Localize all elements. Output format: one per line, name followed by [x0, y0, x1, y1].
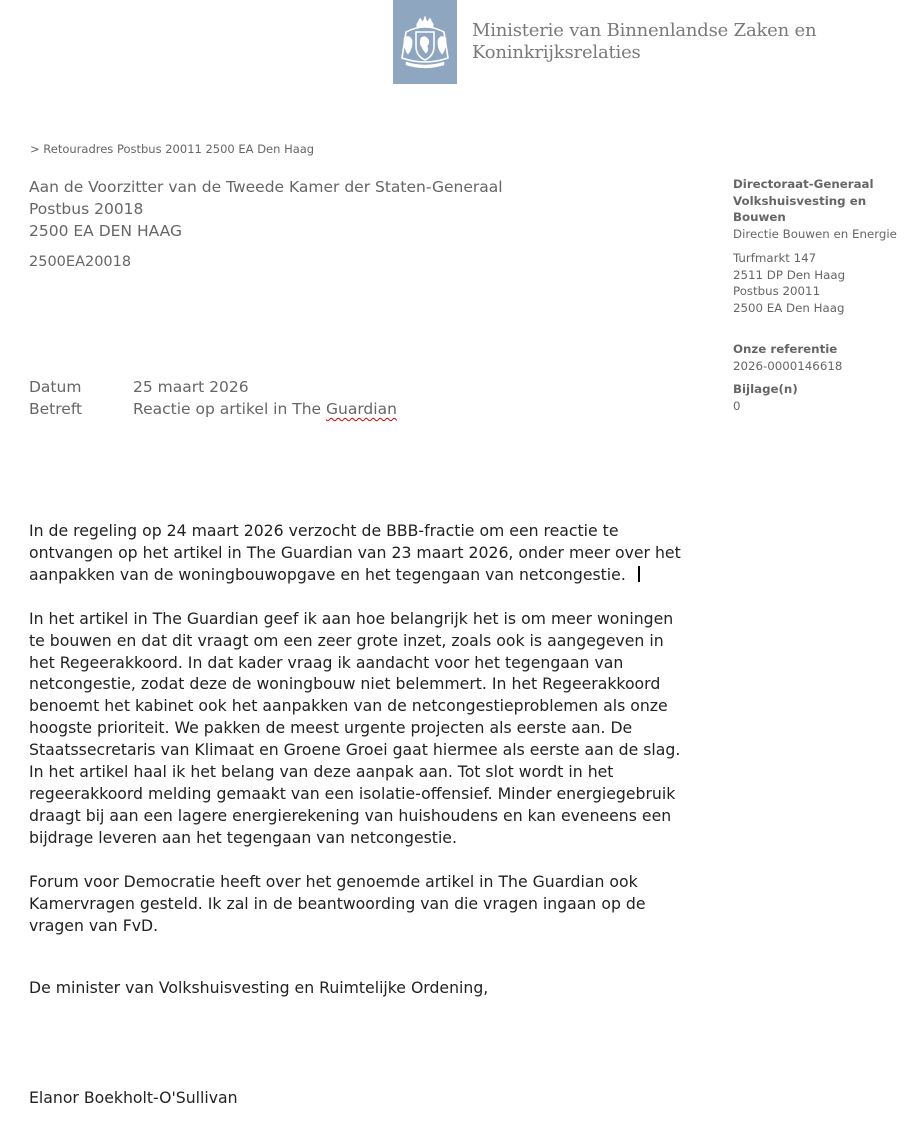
ministry-logo — [393, 0, 457, 84]
body-line: te bouwen en dat dit vraagt om een zeer grote inzet, zoals ook is aangegeven in — [29, 630, 664, 650]
subject-row — [29, 398, 397, 420]
sidebar-address-line1: Turfmarkt 147 — [733, 251, 817, 265]
sidebar-department: Directie Bouwen en Energie — [733, 226, 897, 241]
body-line: ontvangen op het artikel in The Guardian van 23 maart 2026, onder meer over het — [29, 542, 681, 562]
body-line: benoemt het kabinet ook het aanpakken van de netcongestieproblemen als onze — [29, 696, 668, 716]
body-line: vragen van FvD. — [29, 915, 159, 935]
body-line: In het artikel haal ik het belang van deze aanpak aan. Tot slot wordt in het — [29, 762, 614, 782]
coat-of-arms-icon — [396, 12, 454, 72]
body-line: netcongestie, zodat deze de woningbouw niet belemmert. In het Regeerakkoord — [29, 674, 661, 694]
body-line-with-caret — [29, 564, 729, 586]
sidebar-org-line3: Bouwen — [733, 210, 786, 224]
subject-prefix: Reactie op artikel in The — [133, 400, 326, 418]
attachment-value: 0 — [733, 398, 741, 413]
addressee-block — [29, 176, 503, 273]
signatory-name: Elanor Boekholt-O'Sullivan — [29, 1088, 238, 1107]
sidebar-org-line2: Volkshuisvesting en — [733, 193, 867, 208]
body-line: hoogste prioriteit. We pakken de meest urgente projecten als eerste aan. De — [29, 718, 633, 738]
reference-value: 2026-0000146618 — [733, 358, 843, 373]
closing-line: De minister van Volkshuisvesting en Ruimtelijke Ordening, — [29, 978, 489, 997]
body-line: draagt bij aan een lagere energierekening van huishoudens en kan eveneens een — [29, 805, 672, 825]
body-paragraph-2 — [29, 608, 729, 849]
body-line: het Regeerakkoord. In dat kader vraag ik aandacht voor het tegengaan van — [29, 652, 624, 672]
body-line: regeerakkoord melding gemaakt van een isolatie-offensief. Minder energiegebruik — [29, 783, 676, 803]
ministry-name-line1: Ministerie van Binnenlandse Zaken en — [472, 20, 817, 41]
date-label: Datum — [29, 378, 82, 396]
letter-body[interactable] — [29, 520, 729, 936]
return-address: > Retouradres Postbus 20011 2500 EA Den Haag — [30, 142, 315, 156]
sender-sidebar — [733, 176, 913, 414]
sidebar-address-line3: Postbus 20011 — [733, 284, 821, 298]
reference-label: Onze referentie — [733, 342, 838, 356]
addressee-line1: Aan de Voorzitter van de Tweede Kamer der Staten-Generaal — [29, 178, 503, 196]
body-line: aanpakken van de woningbouwopgave en het tegengaan van netcongestie. — [29, 564, 626, 584]
sidebar-org-line1: Directoraat-Generaal — [733, 177, 874, 191]
body-line: bijdrage leveren aan het tegengaan van netcongestie. — [29, 827, 457, 847]
text-cursor — [638, 566, 640, 582]
attachment-label: Bijlage(n) — [733, 382, 798, 396]
body-paragraph-3 — [29, 871, 729, 937]
body-line: In het artikel in The Guardian geef ik aan hoe belangrijk het is om meer woningen — [29, 608, 674, 628]
body-line: Forum voor Democratie heeft over het genoemde artikel in The Guardian ook — [29, 871, 638, 891]
date-value: 25 maart 2026 — [133, 378, 249, 396]
body-paragraph-1 — [29, 520, 729, 586]
ministry-name — [472, 20, 816, 64]
letter-meta — [29, 376, 397, 420]
subject-value[interactable] — [133, 398, 397, 420]
subject-label: Betreft — [29, 400, 83, 418]
body-line: Staatssecretaris van Klimaat en Groene Groei gaat hiermee als eerste aan de slag. — [29, 740, 681, 760]
sidebar-address-line2: 2511 DP Den Haag — [733, 267, 846, 282]
addressee-line2: Postbus 20018 — [29, 200, 144, 218]
addressee-postcode-code: 2500EA20018 — [29, 254, 132, 270]
body-line: In de regeling op 24 maart 2026 verzocht de BBB-fractie om een reactie te — [29, 521, 619, 540]
sidebar-address-line4: 2500 EA Den Haag — [733, 300, 845, 315]
body-line: Kamervragen gesteld. Ik zal in de beantwoording van die vragen ingaan op de — [29, 893, 646, 913]
date-row — [29, 376, 397, 398]
spellcheck-flagged-word[interactable]: Guardian — [326, 400, 397, 418]
addressee-line3: 2500 EA DEN HAAG — [29, 222, 182, 240]
ministry-name-line2: Koninkrijksrelaties — [472, 42, 641, 63]
